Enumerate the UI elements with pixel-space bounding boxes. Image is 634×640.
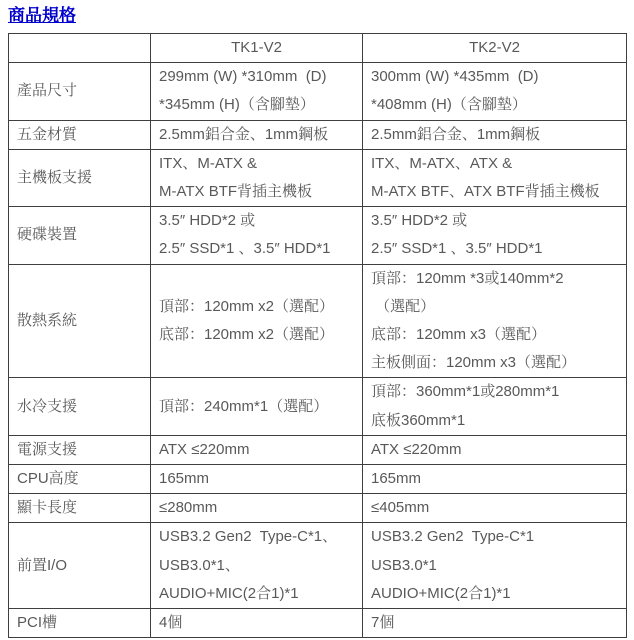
header-tk1-v2: TK1-V2	[151, 34, 363, 63]
row-label: 水冷支援	[9, 378, 151, 435]
spec-cell-tk2	[363, 435, 627, 464]
spec-cell-tk1	[151, 378, 363, 435]
spec-line: ATX ≤220mm	[159, 440, 250, 458]
spec-cell-tk1	[151, 435, 363, 464]
spec-line: ≤280mm	[159, 499, 218, 517]
spec-table	[8, 33, 627, 638]
spec-line: 2.5mm鋁合金、1mm鋼板	[371, 125, 541, 143]
spec-line: ATX ≤220mm	[371, 440, 462, 458]
spec-line: ITX、M-ATX &	[159, 154, 258, 172]
spec-cell-tk2	[363, 120, 627, 149]
row-label: CPU高度	[9, 465, 151, 494]
spec-line: 頂部：120mm *3或140mm*2	[371, 269, 564, 287]
spec-cell-tk1	[151, 523, 363, 609]
spec-line: 3.5″ HDD*2 或	[159, 212, 256, 230]
spec-line: ≤405mm	[371, 499, 430, 517]
page-title: 商品規格	[8, 6, 76, 25]
spec-cell-tk2	[363, 378, 627, 435]
spec-line: 頂部：120mm x2（選配）	[159, 297, 335, 315]
spec-cell-tk2	[363, 494, 627, 523]
spec-line: 2.5″ SSD*1 、3.5″ HDD*1	[159, 240, 331, 258]
spec-line: USB3.2 Gen2 Type-C*1、	[159, 528, 338, 546]
spec-line: *408mm (H)（含腳墊）	[371, 96, 527, 114]
spec-line: 主板側面：120mm x3（選配）	[371, 354, 577, 372]
spec-line: M-ATX BTF、ATX BTF背插主機板	[371, 183, 600, 201]
spec-cell-tk2	[363, 207, 627, 264]
spec-cell-tk1	[151, 120, 363, 149]
spec-line: 7個	[371, 614, 395, 632]
spec-line: 2.5mm鋁合金、1mm鋼板	[159, 125, 329, 143]
row-label: 硬碟裝置	[9, 207, 151, 264]
spec-cell-tk2	[363, 63, 627, 120]
spec-cell-tk2	[363, 264, 627, 378]
row-label: 主機板支援	[9, 149, 151, 206]
table-header-row	[9, 34, 627, 63]
spec-line: 底板360mm*1	[371, 411, 466, 429]
spec-cell-tk1	[151, 63, 363, 120]
spec-line: 3.5″ HDD*2 或	[371, 212, 468, 230]
spec-cell-tk1	[151, 465, 363, 494]
spec-line: 300mm (W) *435mm (D)	[371, 68, 539, 86]
table-row-motherboard-support	[9, 149, 627, 206]
spec-line: 底部：120mm x2（選配）	[159, 326, 335, 344]
header-tk2-v2: TK2-V2	[363, 34, 627, 63]
spec-line: AUDIO+MIC(2合1)*1	[371, 584, 511, 602]
spec-cell-tk1	[151, 207, 363, 264]
spec-line: AUDIO+MIC(2合1)*1	[159, 584, 299, 602]
table-row-water-cooling	[9, 378, 627, 435]
row-label: 五金材質	[9, 120, 151, 149]
spec-cell-tk2	[363, 523, 627, 609]
spec-cell-tk1	[151, 609, 363, 638]
table-row-pci-slots	[9, 609, 627, 638]
row-label: 產品尺寸	[9, 63, 151, 120]
spec-line: （選配）	[371, 297, 436, 315]
table-row-material	[9, 120, 627, 149]
spec-line: 165mm	[371, 470, 422, 488]
row-label: PCI槽	[9, 609, 151, 638]
spec-line: ITX、M-ATX、ATX &	[371, 154, 513, 172]
spec-cell-tk2	[363, 149, 627, 206]
table-row-cooling-system	[9, 264, 627, 378]
header-empty-cell	[9, 34, 151, 63]
row-label: 散熱系統	[9, 264, 151, 378]
row-label: 前置I/O	[9, 523, 151, 609]
spec-line: USB3.2 Gen2 Type-C*1	[371, 528, 535, 546]
table-row-gpu-length	[9, 494, 627, 523]
spec-cell-tk1	[151, 149, 363, 206]
spec-cell-tk1	[151, 494, 363, 523]
spec-line: 4個	[159, 614, 183, 632]
table-row-cpu-height	[9, 465, 627, 494]
spec-cell-tk2	[363, 465, 627, 494]
spec-line: *345mm (H)（含腳墊）	[159, 96, 315, 114]
table-row-front-io	[9, 523, 627, 609]
table-row-psu-support	[9, 435, 627, 464]
spec-cell-tk2	[363, 609, 627, 638]
row-label: 電源支援	[9, 435, 151, 464]
spec-line: 299mm (W) *310mm (D)	[159, 68, 327, 86]
spec-cell-tk1	[151, 264, 363, 378]
table-row-drive-bays	[9, 207, 627, 264]
spec-line: 頂部：240mm*1（選配）	[159, 397, 329, 415]
spec-line: 2.5″ SSD*1 、3.5″ HDD*1	[371, 240, 543, 258]
table-row-product-dimensions	[9, 63, 627, 120]
row-label: 顯卡長度	[9, 494, 151, 523]
spec-line: USB3.0*1	[371, 556, 437, 574]
spec-line: USB3.0*1、	[159, 556, 240, 574]
spec-line: 頂部：360mm*1或280mm*1	[371, 383, 560, 401]
spec-line: 165mm	[159, 470, 210, 488]
spec-line: 底部：120mm x3（選配）	[371, 326, 547, 344]
spec-line: M-ATX BTF背插主機板	[159, 183, 313, 201]
